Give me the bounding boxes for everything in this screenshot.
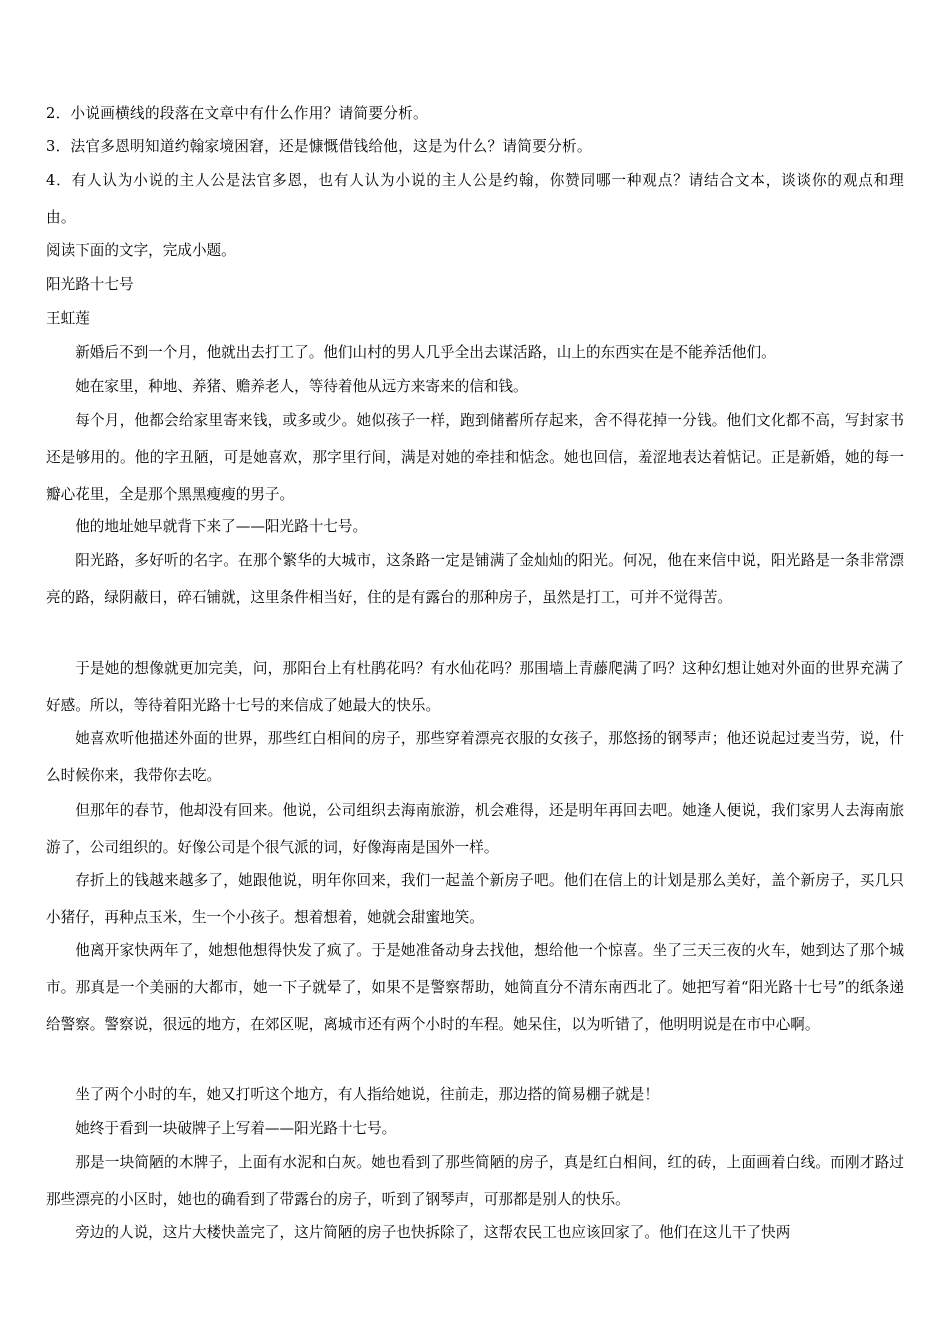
question-2: 2．小说画横线的段落在文章中有什么作用？请简要分析。 [46, 105, 428, 122]
story-paragraph: 但那年的春节，他却没有回来。他说，公司组织去海南旅游，机会难得，还是明年再回去吧。她逢人便说，我们家男人去海南旅游了，公司组织的。好像公司是个很气派的词，好像海南是国外一样。 [46, 802, 904, 856]
story-paragraph: 她终于看到一块破牌子上写着——阳光路十七号。 [75, 1120, 397, 1137]
story-paragraph: 她喜欢听他描述外面的世界，那些红白相间的房子，那些穿着漂亮衣服的女孩子，那悠扬的钢琴声；他还说起过麦当劳，说，什么时候你来，我带你去吃。 [46, 730, 904, 784]
story-paragraph: 他的地址她早就背下来了——阳光路十七号。 [75, 518, 368, 535]
reading-instruction: 阅读下面的文字，完成小题。 [46, 242, 236, 259]
story-paragraph: 坐了两个小时的车，她又打听这个地方，有人指给她说，往前走，那边搭的简易棚子就是！ [75, 1086, 659, 1103]
story-paragraph: 旁边的人说，这片大楼快盖完了，这片简陋的房子也快拆除了，这帮农民工也应该回家了。他们在这儿干了快两 [75, 1224, 791, 1241]
story-paragraph: 于是她的想像就更加完美，问，那阳台上有杜鹃花吗？有水仙花吗？那围墙上青藤爬满了吗？这种幻想让她对外面的世界充满了好感。所以，等待着阳光路十七号的来信成了她最大的快乐。 [46, 660, 904, 714]
story-paragraph: 阳光路，多好听的名字。在那个繁华的大城市，这条路一定是铺满了金灿灿的阳光。何况，他在来信中说，阳光路是一条非常漂亮的路，绿阴蔽日，碎石铺就，这里条件相当好，住的是有露台的那种房子，虽然是打工，可并不觉得苦。 [46, 552, 904, 606]
question-3: 3．法官多恩明知道约翰家境困窘，还是慷慨借钱给他，这是为什么？请简要分析。 [46, 138, 592, 155]
story-paragraph: 新婚后不到一个月，他就出去打工了。他们山村的男人几乎全出去谋活路，山上的东西实在是不能养活他们。 [75, 344, 776, 361]
story-paragraph: 那是一块简陋的木牌子，上面有水泥和白灰。她也看到了那些简陋的房子，真是红白相间，红的砖，上面画着白线。而刚才路过那些漂亮的小区时，她也的确看到了带露台的房子，听到了钢琴声，可那都是别人的快乐。 [46, 1154, 904, 1208]
story-paragraph: 每个月，他都会给家里寄来钱，或多或少。她似孩子一样，跑到储蓄所存起来，舍不得花掉一分钱。他们文化都不高，写封家书还是够用的。他的字丑陋，可是她喜欢，那字里行间，满是对她的牵挂和惦念。她也回信，羞涩地表达着惦记。正是新婚，她的每一瓣心花里，全是那个黑黑瘦瘦的男子。 [46, 412, 904, 503]
story-paragraph: 存折上的钱越来越多了，她跟他说，明年你回来，我们一起盖个新房子吧。他们在信上的计划是那么美好，盖个新房子，买几只小猪仔，再种点玉米，生一个小孩子。想着想着，她就会甜蜜地笑。 [46, 872, 904, 926]
story-paragraph: 他离开家快两年了，她想他想得快发了疯了。于是她准备动身去找他，想给他一个惊喜。坐了三天三夜的火车，她到达了那个城市。那真是一个美丽的大都市，她一下子就晕了，如果不是警察帮助，她简直分不清东南西北了。她把写着“阳光路十七号”的纸条递给警察。警察说，很远的地方，在郊区呢，离城市还有两个小时的车程。她呆住，以为听错了，他明明说是在市中心啊。 [46, 942, 904, 1033]
story-paragraph: 她在家里，种地、养猪、赡养老人，等待着他从远方来寄来的信和钱。 [75, 378, 528, 395]
story-author: 王虹莲 [46, 310, 90, 327]
question-4: 4．有人认为小说的主人公是法官多恩，也有人认为小说的主人公是约翰，你赞同哪一种观点？请结合文本，谈谈你的观点和理由。 [46, 172, 904, 226]
story-title: 阳光路十七号 [46, 276, 134, 293]
